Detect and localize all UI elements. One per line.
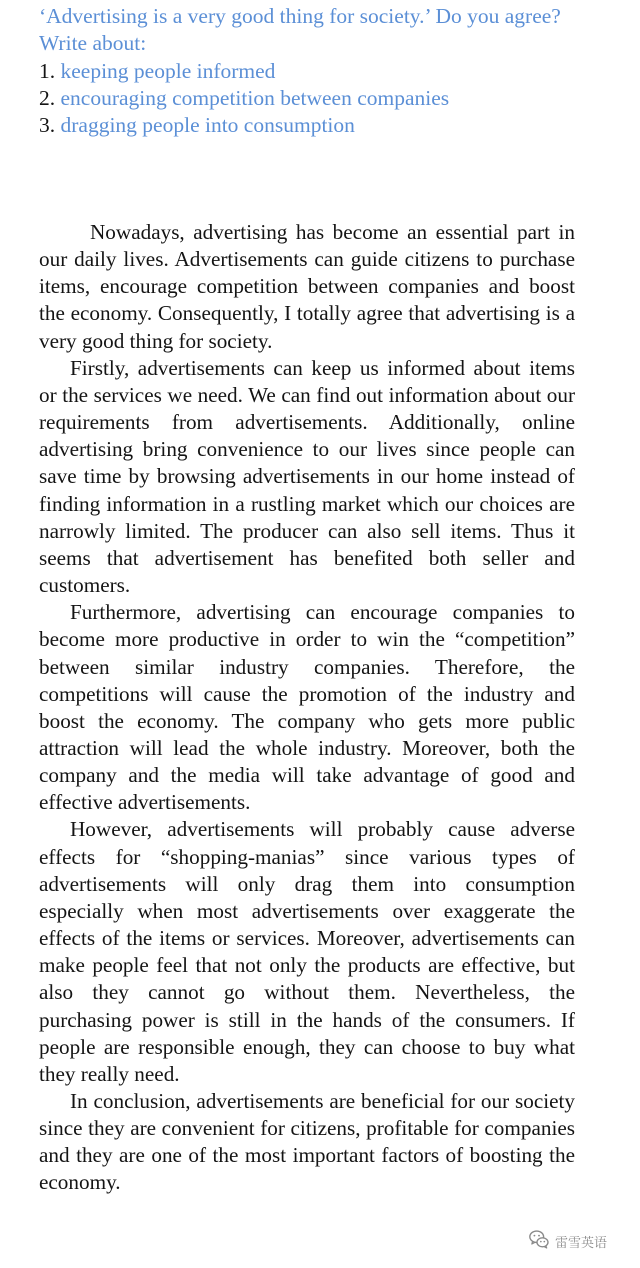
essay-paragraph-introduction: Nowadays, advertising has become an essential part in our daily lives. Advertisements can guide citizens to purchase items, encourage competition between companies and boost the economy. Consequently, I totally agree that advertising is a very good thing for society. bbox=[39, 220, 575, 353]
watermark-label: 雷雪英语 bbox=[555, 1235, 608, 1251]
prompt-point-text: keeping people informed bbox=[60, 58, 276, 83]
prompt-point bbox=[39, 85, 575, 112]
essay-paragraph: Furthermore, advertising can encourage companies to become more productive in order to win the “competition” between similar industry companies. Therefore, the competitions will cause the promotion of the industry and boost the economy. The company who gets more public attraction will lead the whole industry. Moreover, both the company and the media will take advantage of good and effective advertisements. bbox=[39, 600, 575, 815]
essay-paragraph-conclusion: In conclusion, advertisements are beneficial for our society since they are convenient for citizens, profitable for companies and they are one of the most important factors of boosting the economy. bbox=[39, 1089, 575, 1195]
wechat-watermark bbox=[528, 1228, 607, 1254]
prompt-write-about: Write about: bbox=[39, 31, 147, 56]
prompt-point-number: 2. bbox=[39, 85, 56, 110]
prompt-point-number: 3. bbox=[39, 113, 56, 138]
prompt-point-text: encouraging competition between companies bbox=[60, 85, 450, 110]
prompt-point bbox=[39, 112, 575, 139]
essay-body bbox=[39, 219, 575, 1197]
essay-paragraph: However, advertisements will probably cause adverse effects for “shopping-manias” since various types of advertisements will only drag them into consumption especially when most advertisements over exaggerate the effects of the items or services. Moreover, advertisements can make people feel that not only the products are effective, but also they cannot go without them. Nevertheless, the purchasing power is still in the hands of the consumers. If people are responsible enough, they can choose to buy what they really need. bbox=[39, 817, 575, 1086]
prompt-point-number: 1. bbox=[39, 58, 56, 83]
prompt-question: ‘Advertising is a very good thing for society.’ Do you agree? bbox=[39, 4, 561, 28]
document-page bbox=[39, 0, 575, 139]
prompt-point-text: dragging people into consumption bbox=[60, 113, 355, 138]
essay-prompt bbox=[39, 0, 575, 139]
wechat-icon bbox=[528, 1228, 550, 1254]
prompt-point bbox=[39, 58, 575, 85]
essay-paragraph: Firstly, advertisements can keep us informed about items or the services we need. We can find out information about our requirements from advertisements. Additionally, online advertising bring convenience to our lives since people can save time by browsing advertisements in our home instead of finding information in a rustling market which our choices are narrowly limited. The producer can also sell items. Thus it seems that advertisement has benefited both seller and customers. bbox=[39, 355, 575, 598]
